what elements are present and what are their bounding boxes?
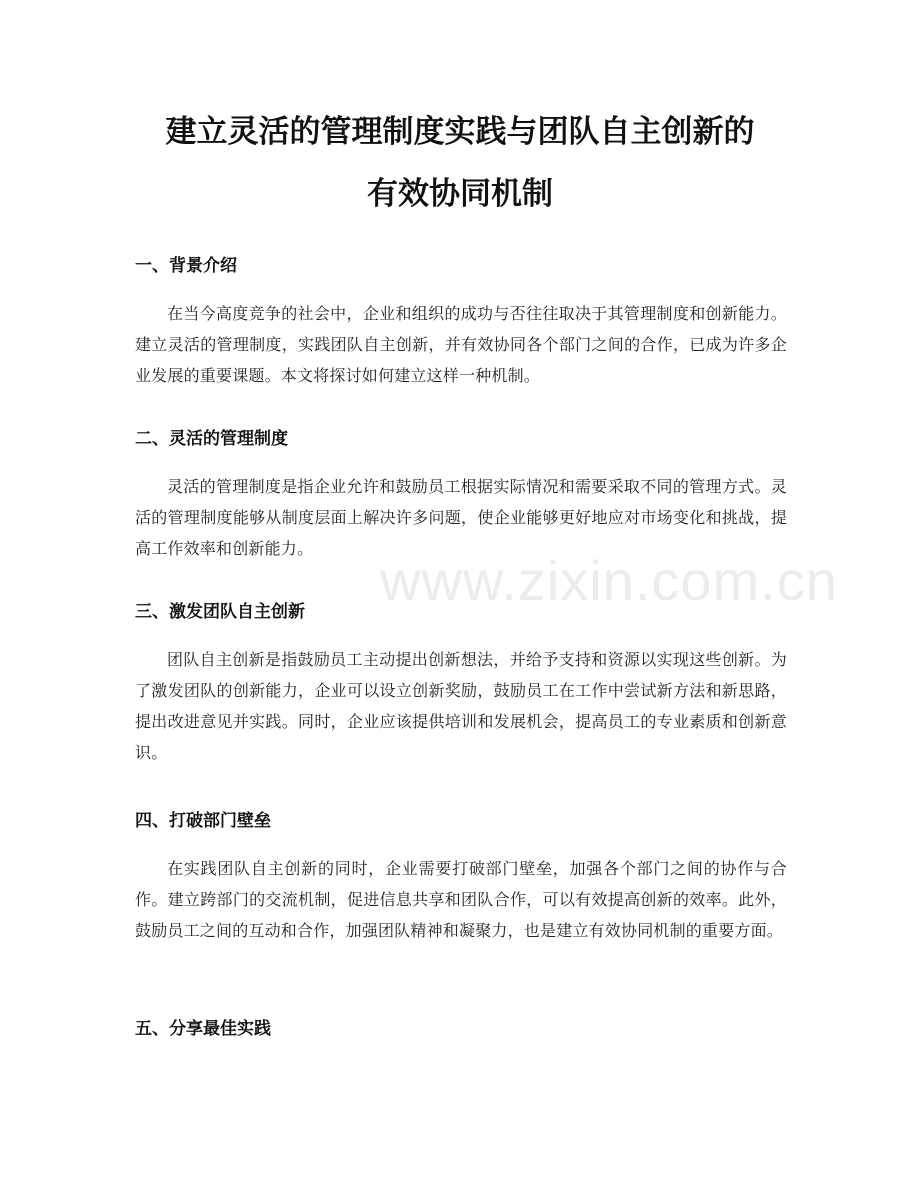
- section-break-barriers: [135, 809, 787, 946]
- section-heading: 三、激发团队自主创新: [135, 602, 305, 622]
- section-paragraph: 在实践团队自主创新的同时，企业需要打破部门壁垒，加强各个部门之间的协作与合作。建立跨部门的交流机制，促进信息共享和团队合作，可以有效提高创新的效率。此外，鼓励员工之间的互动和合作，加强团队精神和凝聚力，也是建立有效协同机制的重要方面。: [135, 859, 787, 940]
- section-best-practices: [135, 1017, 787, 1041]
- section-heading: 四、打破部门壁垒: [135, 811, 271, 831]
- section-flexible-management: [135, 427, 787, 564]
- section-paragraph: 在当今高度竞争的社会中，企业和组织的成功与否往往取决于其管理制度和创新能力。建立灵活的管理制度，实践团队自主创新，并有效协同各个部门之间的合作，已成为许多企业发展的重要课题。本文将探讨如何建立这样一种机制。: [135, 304, 787, 385]
- section-background: [135, 254, 787, 391]
- watermark-text: www.zixin.com.cn: [380, 549, 838, 612]
- section-paragraph: 团队自主创新是指鼓励员工主动提出创新想法，并给予支持和资源以实现这些创新。为了激发团队的创新能力，企业可以设立创新奖励，鼓励员工在工作中尝试新方法和新思路，提出改进意见并实践。同时，企业应该提供培训和发展机会，提高员工的专业素质和创新意识。: [135, 650, 787, 762]
- document-title-line-1: 建立灵活的管理制度实践与团队自主创新的: [165, 114, 755, 150]
- document-title-line-2: 有效协同机制: [367, 176, 553, 212]
- section-team-innovation: [135, 600, 787, 768]
- section-heading: 五、分享最佳实践: [135, 1019, 271, 1039]
- section-heading: 一、背景介绍: [135, 256, 237, 276]
- section-paragraph: 灵活的管理制度是指企业允许和鼓励员工根据实际情况和需要采取不同的管理方式。灵活的管理制度能够从制度层面上解决许多问题，使企业能够更好地应对市场变化和挑战，提高工作效率和创新能力。: [135, 477, 787, 558]
- section-heading: 二、灵活的管理制度: [135, 429, 288, 449]
